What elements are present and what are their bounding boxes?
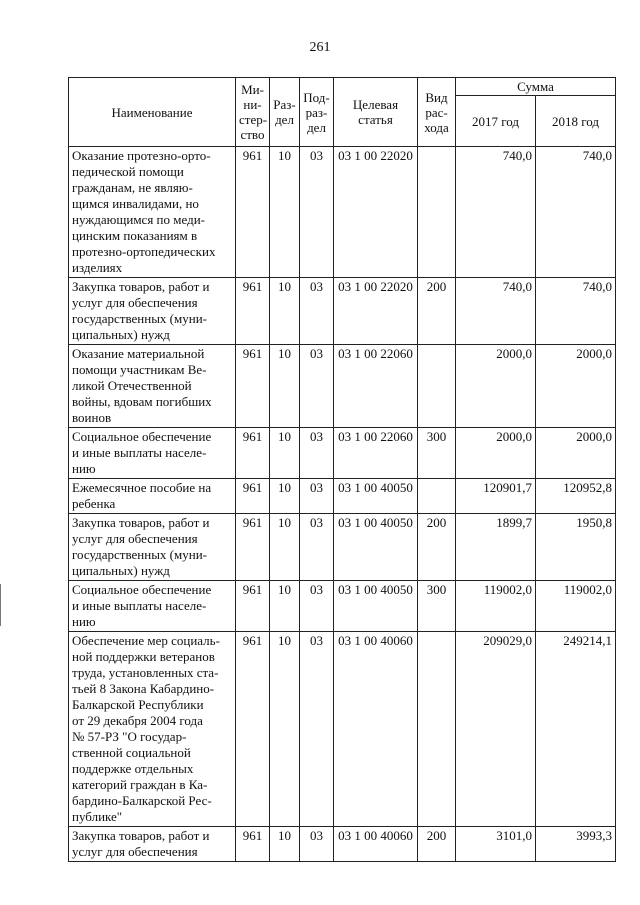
row-section: 10 — [270, 514, 300, 581]
row-2017: 2000,0 — [456, 345, 536, 428]
row-name: Социальное обеспечение и иные выплаты населе- нию — [69, 581, 236, 632]
row-subsection: 03 — [300, 827, 334, 862]
row-2018: 120952,8 — [536, 479, 616, 514]
row-subsection: 03 — [300, 479, 334, 514]
row-section: 10 — [270, 278, 300, 345]
row-name: Закупка товаров, работ и услуг для обеспечения государственных (муни- ципальных) нужд — [69, 278, 236, 345]
header-target-article: Целевая статья — [334, 78, 418, 147]
row-section: 10 — [270, 581, 300, 632]
row-2018: 2000,0 — [536, 428, 616, 479]
row-target: 03 1 00 22020 — [334, 278, 418, 345]
row-section: 10 — [270, 147, 300, 278]
row-section: 10 — [270, 827, 300, 862]
row-2018: 249214,1 — [536, 632, 616, 827]
row-2017: 740,0 — [456, 147, 536, 278]
row-ministry: 961 — [236, 345, 270, 428]
row-subsection: 03 — [300, 581, 334, 632]
table-row — [69, 147, 616, 278]
margin-mark — [0, 584, 1, 626]
row-2018: 740,0 — [536, 147, 616, 278]
row-2017: 120901,7 — [456, 479, 536, 514]
budget-table — [68, 77, 616, 862]
table-row — [69, 278, 616, 345]
row-expense: 200 — [418, 514, 456, 581]
header-ministry: Ми- ни- стер- ство — [236, 78, 270, 147]
row-section: 10 — [270, 479, 300, 514]
row-expense — [418, 345, 456, 428]
row-2017: 119002,0 — [456, 581, 536, 632]
row-2017: 3101,0 — [456, 827, 536, 862]
row-section: 10 — [270, 345, 300, 428]
row-expense: 300 — [418, 581, 456, 632]
row-subsection: 03 — [300, 147, 334, 278]
row-expense: 300 — [418, 428, 456, 479]
row-target: 03 1 00 40060 — [334, 827, 418, 862]
row-name: Обеспечение мер социаль- ной поддержки ветеранов труда, установленных ста- тьей 8 Закона Кабардино- Балкарской Республики от 29 декабря 2004 года № 57-РЗ "О государ- ственной социальной поддержке отдельных категорий граждан в Ка- бардино-Балкарской Рес- публике" — [69, 632, 236, 827]
row-target: 03 1 00 40050 — [334, 479, 418, 514]
row-2018: 119002,0 — [536, 581, 616, 632]
row-2018: 2000,0 — [536, 345, 616, 428]
row-section: 10 — [270, 632, 300, 827]
row-target: 03 1 00 40050 — [334, 514, 418, 581]
row-2017: 209029,0 — [456, 632, 536, 827]
row-2017: 1899,7 — [456, 514, 536, 581]
table-row — [69, 514, 616, 581]
header-section: Раз- дел — [270, 78, 300, 147]
row-target: 03 1 00 40050 — [334, 581, 418, 632]
row-target: 03 1 00 22060 — [334, 428, 418, 479]
header-sum: Сумма — [456, 78, 616, 96]
row-2017: 2000,0 — [456, 428, 536, 479]
row-ministry: 961 — [236, 479, 270, 514]
row-expense — [418, 147, 456, 278]
row-name: Ежемесячное пособие на ребенка — [69, 479, 236, 514]
row-expense: 200 — [418, 827, 456, 862]
row-name: Социальное обеспечение и иные выплаты населе- нию — [69, 428, 236, 479]
row-ministry: 961 — [236, 827, 270, 862]
table-row — [69, 345, 616, 428]
row-subsection: 03 — [300, 278, 334, 345]
row-subsection: 03 — [300, 345, 334, 428]
table-row — [69, 827, 616, 862]
row-name: Оказание протезно-орто- педической помощи гражданам, не являю- щимся инвалидами, но нуждающимся по меди- цинским показаниям в протезно-ортопедических изделиях — [69, 147, 236, 278]
header-year-2018: 2018 год — [536, 96, 616, 147]
row-expense — [418, 632, 456, 827]
row-ministry: 961 — [236, 632, 270, 827]
row-2018: 1950,8 — [536, 514, 616, 581]
row-expense: 200 — [418, 278, 456, 345]
row-subsection: 03 — [300, 428, 334, 479]
row-expense — [418, 479, 456, 514]
row-target: 03 1 00 22060 — [334, 345, 418, 428]
row-ministry: 961 — [236, 147, 270, 278]
table-row — [69, 632, 616, 827]
header-subsection: Под- раз- дел — [300, 78, 334, 147]
row-subsection: 03 — [300, 632, 334, 827]
row-name: Закупка товаров, работ и услуг для обеспечения — [69, 827, 236, 862]
row-2018: 740,0 — [536, 278, 616, 345]
row-ministry: 961 — [236, 428, 270, 479]
header-expense-type: Вид рас- хода — [418, 78, 456, 147]
row-subsection: 03 — [300, 514, 334, 581]
table-row — [69, 581, 616, 632]
row-2017: 740,0 — [456, 278, 536, 345]
header-name: Наименование — [69, 78, 236, 147]
row-2018: 3993,3 — [536, 827, 616, 862]
row-target: 03 1 00 40060 — [334, 632, 418, 827]
row-ministry: 961 — [236, 514, 270, 581]
header-year-2017: 2017 год — [456, 96, 536, 147]
row-name: Оказание материальной помощи участникам Ве- ликой Отечественной войны, вдовам погибших воинов — [69, 345, 236, 428]
row-section: 10 — [270, 428, 300, 479]
row-ministry: 961 — [236, 581, 270, 632]
row-name: Закупка товаров, работ и услуг для обеспечения государственных (муни- ципальных) нужд — [69, 514, 236, 581]
table-row — [69, 428, 616, 479]
page-number: 261 — [309, 40, 331, 55]
row-ministry: 961 — [236, 278, 270, 345]
row-target: 03 1 00 22020 — [334, 147, 418, 278]
table-row — [69, 479, 616, 514]
